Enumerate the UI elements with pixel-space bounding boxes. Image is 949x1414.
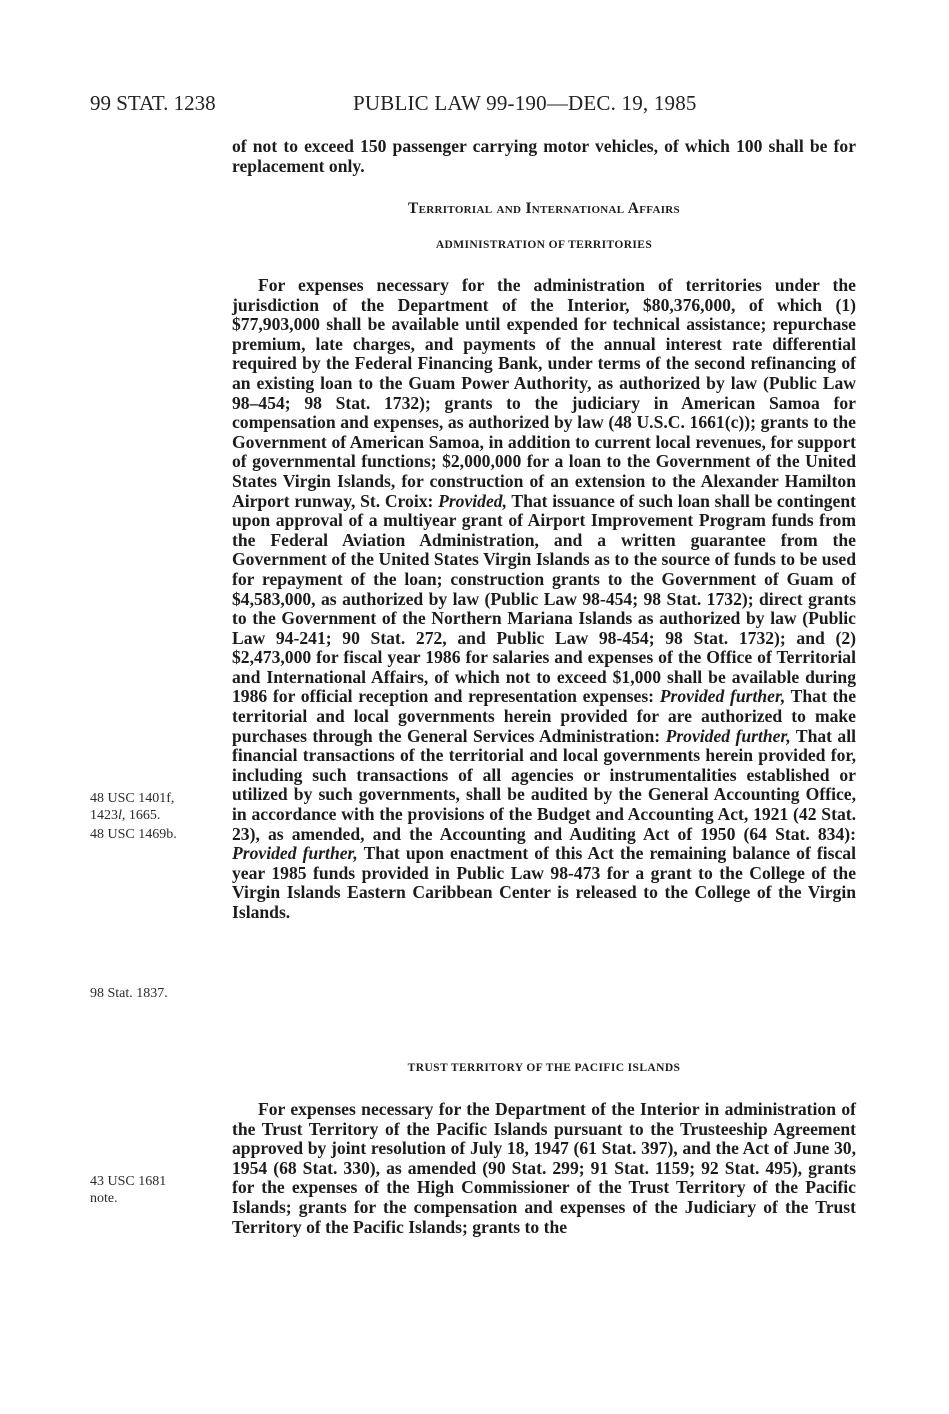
margin-note-line: 48 USC 1401f, — [90, 791, 175, 806]
stat-citation: 99 STAT. 1238 — [90, 91, 216, 115]
margin-note-line: note. — [90, 1191, 118, 1206]
territories-text-part-3: That the territorial and local governments herein provided for are authorized to make purchases through the General Services Administration: — [232, 686, 856, 746]
margin-note-line — [90, 807, 220, 824]
subsection-heading-trust-territory: TRUST TERRITORY OF THE PACIFIC ISLANDS — [407, 1062, 681, 1074]
provided-clause-1: Provided, — [438, 490, 507, 511]
margin-note-48-usc-1469b: 48 USC 1469b. — [90, 827, 177, 842]
subsection-heading-territories: ADMINISTRATION OF TERRITORIES — [435, 239, 653, 251]
margin-note-line: 43 USC 1681 — [90, 1174, 167, 1189]
provided-clause-4: Provided further, — [232, 843, 358, 864]
territories-text-part-1: For expenses necessary for the administration of territories under the jurisdiction of the Department of the Interior, $80,376,000, of which (1) $77,903,000 shall be available until expended for technical assistance; repurchase premium, late charges, and payments of the annual interest rate differential required by the Federal Financing Bank, under terms of the second refinancing of an existing loan to the Guam Power Authority, as authorized by law (Public Law 98–454; 98 Stat. 1732); grants to the judiciary in American Samoa for compensation and expenses, as authorized by law (48 U.S.C. 1661(c)); grants to the Government of American Samoa, in addition to current local revenues, for support of governmental functions; $2,000,000 for a loan to the Government of the United States Virgin Islands, for construction of an extension to the Alexander Hamilton Airport runway, St. Croix: — [232, 275, 856, 511]
margin-note-fragment: l — [118, 808, 122, 823]
margin-note-43-usc-1681 — [90, 1173, 220, 1207]
section-heading: Territorial and International Affairs — [408, 200, 680, 217]
provided-clause-2: Provided further, — [659, 686, 786, 707]
margin-note-fragment: , 1665. — [121, 808, 161, 823]
margin-note-48-usc-1401f — [90, 790, 220, 824]
continuation-paragraph: of not to exceed 150 passenger carrying motor vehicles, of which 100 shall be for replacement only. — [232, 136, 856, 176]
territories-text-part-2: That issuance of such loan shall be contingent upon approval of a multiyear grant of Airport Improvement Program funds from the Federal Aviation Administration, and a written guarantee from the Government of the United States Virgin Islands as to the source of funds to be used for repayment of the loan; construction grants to the Government of Guam of $4,583,000, as authorized by law (Public Law 98-454; 98 Stat. 1732); direct grants to the Government of the Northern Mariana Islands as authorized by law (Public Law 94-241; 90 Stat. 272, and Public Law 98-454; 98 Stat. 1732); and (2) $2,473,000 for fiscal year 1986 for salaries and expenses of the Office of Territorial and International Affairs, of which not to exceed $1,000 shall be available during 1986 for official reception and representation expenses: — [232, 490, 856, 707]
territories-text-part-5: That upon enactment of this Act the remaining balance of fiscal year 1985 funds provided in Public Law 98-473 for a grant to the College of the Virgin Islands Eastern Caribbean Center is released to the College of the Virgin Islands. — [232, 843, 856, 922]
trust-territory-paragraph: For expenses necessary for the Department of the Interior in administration of the Trust Territory of the Pacific Islands pursuant to the Trusteeship Agreement approved by joint resolution of July 18, 1947 (61 Stat. 397), and the Act of June 30, 1954 (68 Stat. 330), as amended (90 Stat. 299; 91 Stat. 1159; 92 Stat. 495), grants for the expenses of the High Commissioner of the Trust Territory of the Pacific Islands; grants for the compensation and expenses of the Judiciary of the Trust Territory of the Pacific Islands; grants to the — [232, 1099, 856, 1237]
territories-text-part-4: That all financial transactions of the territorial and local governments herein provided for, including such transactions of all agencies or instrumentalities established or utilized by such governments, shall be audited by the General Accounting Office, in accordance with the provisions of the Budget and Accounting Act, 1921 (42 Stat. 23), as amended, and the Accounting and Auditing Act of 1950 (64 Stat. 834): — [232, 725, 856, 844]
provided-clause-3: Provided further, — [665, 725, 791, 746]
margin-note-fragment: 1423 — [90, 808, 118, 823]
margin-note-98-stat-1837: 98 Stat. 1837. — [90, 986, 168, 1001]
public-law-citation: PUBLIC LAW 99-190—DEC. 19, 1985 — [353, 91, 697, 115]
territories-paragraph — [232, 276, 856, 923]
running-head — [90, 88, 860, 118]
